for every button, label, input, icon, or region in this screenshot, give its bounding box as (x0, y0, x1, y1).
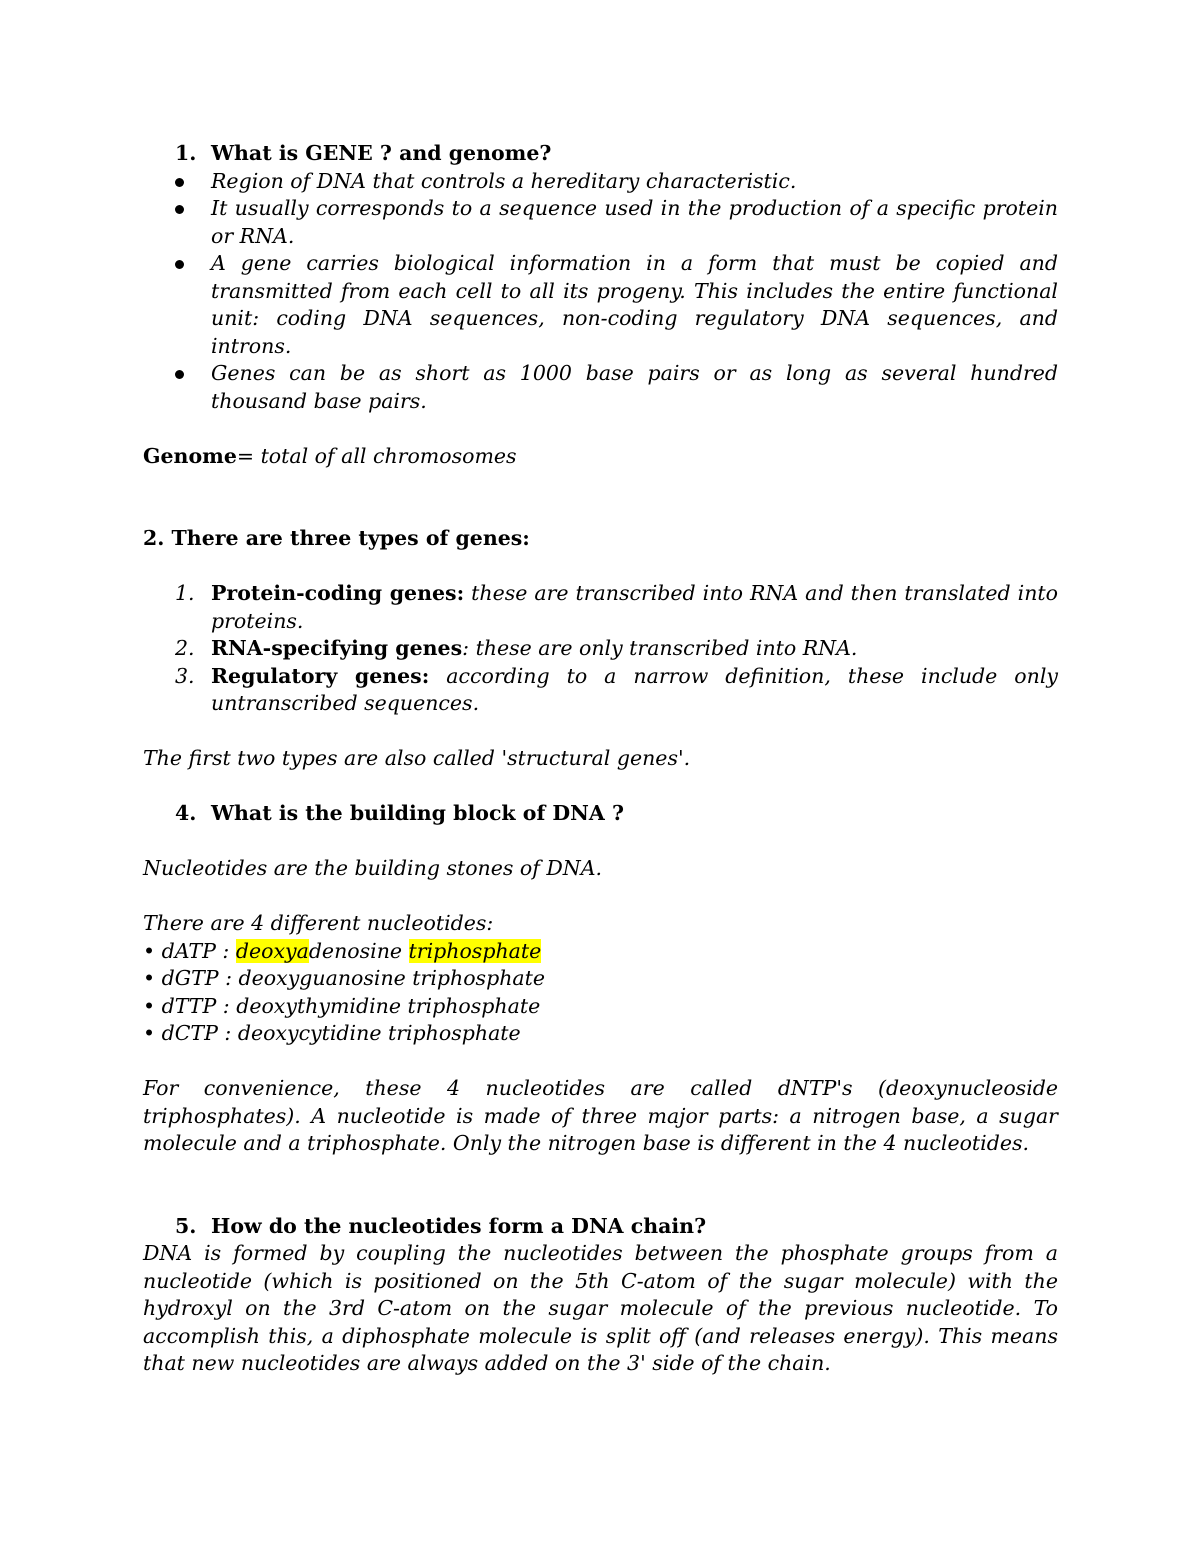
bullet-icon: • (143, 938, 156, 963)
structural-genes-note: The first two types are also called 'structural genes'. (143, 746, 691, 770)
list-item: • dCTP : deoxycytidine triphosphate (143, 1021, 521, 1045)
bullet-icon: • (143, 993, 156, 1018)
bullet-icon (175, 260, 184, 269)
genome-label: Genome (143, 443, 237, 468)
list-item: It usually corresponds to a sequence used in the production of a specific protein or RNA. (143, 195, 1058, 250)
list-item: • dTTP : deoxythymidine triphosphate (143, 993, 541, 1018)
section5-number: 5. (175, 1213, 197, 1238)
section4-number: 4. (175, 801, 197, 825)
section1-heading-text: What is GENE ? and genome? (211, 141, 552, 165)
nucleotides-list-intro: There are 4 different nucleotides: (143, 911, 494, 935)
dna-chain-paragraph: DNA is formed by coupling the nucleotides between the phosphate groups from a nucleotide (which is positioned on the 5th C-atom of the sugar molecule) with the hydroxyl on the 3rd C-atom on the sugar molecule of the previous nucleotide. To accomplish this, a diphosphate molecule is split off (and releases energy). This means that new nucleotides are always added on the 3' side of the chain. (143, 1241, 1058, 1375)
list-item: • dATP : deoxyadenosine triphosphate (143, 938, 542, 963)
list-item: 1. Protein-coding genes: these are transcribed into RNA and then translated into proteins. (175, 581, 1059, 633)
highlighted-text: triphosphate (408, 938, 542, 963)
section5-heading-text: How do the nucleotides form a DNA chain? (211, 1213, 707, 1238)
section2-heading: 2. There are three types of genes: (143, 526, 530, 550)
section4-heading (143, 800, 1058, 828)
list-item: A gene carries biological information in a form that must be copied and transmitted from each cell to all its progeny. This includes the entire functional unit: coding DNA sequences, non-coding regulatory DNA sequences, and introns. (143, 250, 1058, 360)
bullet-icon: • (143, 1021, 156, 1045)
gene-types-list (143, 580, 1058, 718)
list-item: 2. RNA-specifying genes: these are only transcribed into RNA. (175, 636, 858, 660)
genome-def-text: = total of all chromosomes (236, 443, 517, 468)
section4-heading-text: What is the building block of DNA ? (211, 801, 624, 825)
list-item: Genes can be as short as 1000 base pairs or as long as several hundred thousand base pairs. (143, 360, 1058, 415)
bullet-icon (175, 178, 184, 187)
list-item: Region of DNA that controls a hereditary characteristic. (143, 168, 1058, 196)
section1-bullet-list (143, 168, 1058, 416)
genome-definition (143, 443, 1058, 471)
bullet-icon (175, 205, 184, 214)
list-item: • dGTP : deoxyguanosine triphosphate (143, 966, 545, 990)
bullet-icon (175, 370, 184, 379)
nucleotides-intro: Nucleotides are the building stones of DNA. (143, 856, 603, 880)
document-page (143, 140, 1058, 1378)
section1-heading (143, 140, 1058, 168)
section5-heading (143, 1213, 1058, 1241)
section1-number: 1. (175, 141, 197, 165)
highlighted-text: deoxya (235, 938, 309, 963)
list-item: 3. Regulatory genes: according to a narrow definition, these include only untranscribed sequences. (175, 663, 1058, 715)
dntp-paragraph: For convenience, these 4 nucleotides are called dNTP's (deoxynucleoside triphosphates). A nucleotide is made of three major parts: a nitrogen base, a sugar molecule and a triphosphate. Only the nitrogen base is different in the 4 nucleotides. (143, 1076, 1058, 1155)
bullet-icon: • (143, 966, 156, 990)
